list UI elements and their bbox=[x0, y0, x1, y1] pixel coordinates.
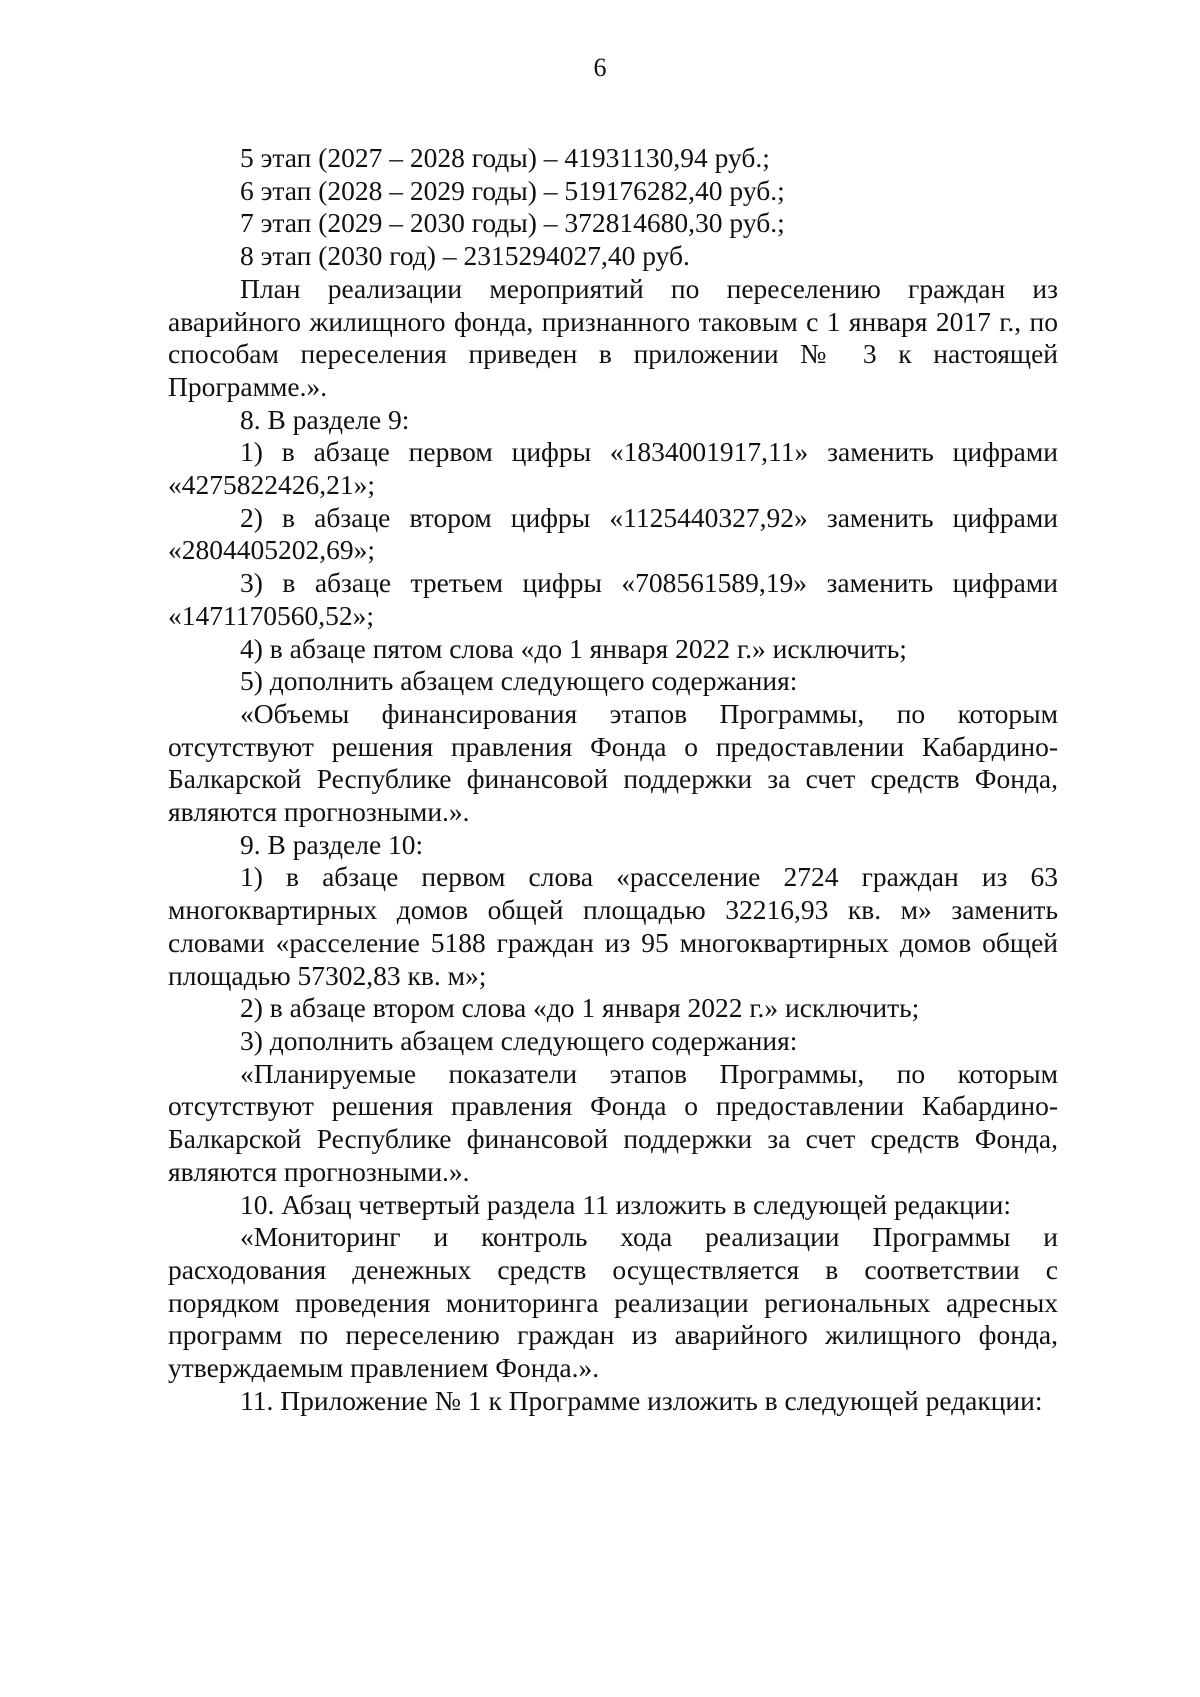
section-9-heading: 8. В разделе 9: bbox=[240, 403, 410, 435]
section-9-item-5: 5) дополнить абзацем следующего содержания: bbox=[240, 665, 798, 697]
stage-5-line: 5 этап (2027 – 2028 годы) – 41931130,94 руб.; bbox=[240, 142, 770, 173]
section-9-item-2: 2) в абзаце втором цифры «1125440327,92» заменить цифрами «2804405202,69»; bbox=[168, 501, 1058, 566]
section-11-quoted-paragraph: «Мониторинг и контроль хода реализации Программы и расходования денежных средств осуществляется в соответствии с порядком проведения мониторинга реализации региональных адресных программ по переселению граждан из аварийного жилищного фонда, утверждаемым правлением Фонда.». bbox=[168, 1221, 1058, 1384]
section-9-item-1: 1) в абзаце первом цифры «1834001917,11» заменить цифрами «4275822426,21»; bbox=[168, 436, 1058, 501]
section-10-item-1: 1) в абзаце первом слова «расселение 2724 граждан из 63 многоквартирных домов общей площадью 32216,93 кв. м» заменить словами «расселение 5188 граждан из 95 многоквартирных домов общей площадью 57302,83 кв. м»; bbox=[168, 861, 1058, 991]
section-10-quoted-paragraph: «Планируемые показатели этапов Программы, по которым отсутствуют решения правления Фонда о предоставлении Кабардино-Балкарской Республике финансовой поддержки за счет средств Фонда, являются прогнозными.». bbox=[168, 1057, 1058, 1187]
section-10-item-3: 3) дополнить абзацем следующего содержания: bbox=[240, 1024, 798, 1056]
section-10-item-2: 2) в абзаце втором слова «до 1 января 2022 г.» исключить; bbox=[240, 992, 920, 1024]
section-11-heading: 10. Абзац четвертый раздела 11 изложить в следующей редакции: bbox=[240, 1188, 1011, 1220]
section-9-item-4: 4) в абзаце пятом слова «до 1 января 2022 г.» исключить; bbox=[240, 632, 907, 664]
stage-7-line: 7 этап (2029 – 2030 годы) – 372814680,30 руб.; bbox=[240, 207, 785, 239]
stage-8-line: 8 этап (2030 год) – 2315294027,40 руб. bbox=[240, 240, 690, 272]
document-body bbox=[168, 142, 1058, 1417]
section-9-quoted-paragraph: «Объемы финансирования этапов Программы, по которым отсутствуют решения правления Фонда о предоставлении Кабардино-Балкарской Республике финансовой поддержки за счет средств Фонда, являются прогнозными.». bbox=[168, 697, 1058, 828]
page-number: 6 bbox=[593, 53, 607, 82]
stage-6-line: 6 этап (2028 – 2029 годы) – 519176282,40 руб.; bbox=[240, 174, 785, 206]
appendix-1-heading: 11. Приложение № 1 к Программе изложить в следующей редакции: bbox=[240, 1384, 1043, 1416]
section-10-heading: 9. В разделе 10: bbox=[240, 828, 424, 860]
resettlement-plan-paragraph: План реализации мероприятий по переселению граждан из аварийного жилищного фонда, признанного таковым с 1 января 2017 г., по способам переселения приведен в приложении № 3 к настоящей Программе.». bbox=[168, 272, 1058, 402]
section-9-item-3: 3) в абзаце третьем цифры «708561589,19» заменить цифрами «1471170560,52»; bbox=[168, 567, 1058, 631]
